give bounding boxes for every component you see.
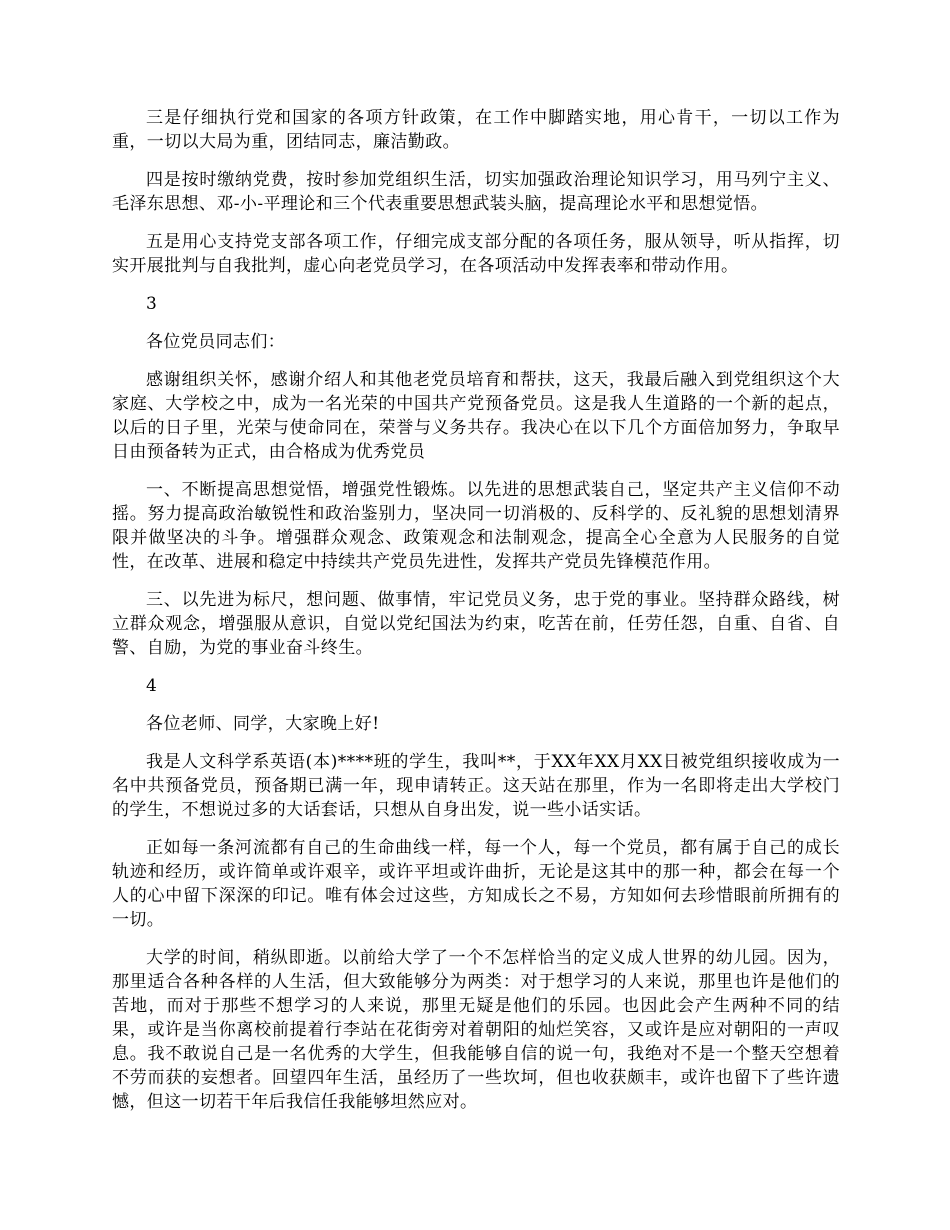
section-number-3: 3 (146, 294, 158, 314)
paragraph-point-three: 三是仔细执行党和国家的各项方针政策，在工作中脚踏实地，用心肯干，一切以工作为重，一切以大局为重，团结同志，廉洁勤政。 (112, 108, 840, 152)
salutation-teachers-students: 各位老师、同学，大家晚上好! (146, 714, 380, 734)
paragraph-item-one: 一、不断提高思想觉悟，增强党性锻炼。以先进的思想武装自己，坚定共产主义信仰不动摇。努力提高政治敏锐性和政治鉴别力，坚决同一切消极的、反科学的、反礼貌的思想划清界限并做坚决的斗争。增强群众观念、政策观念和法制观念，提高全心全意为人民服务的自觉性，在改革、进展和稳定中持续共产党员先进性，发挥共产党员先锋模范作用。 (112, 480, 840, 572)
salutation-party-members: 各位党员同志们： (146, 332, 286, 352)
paragraph-growth: 正如每一条河流都有自己的生命曲线一样，每一个人，每一个党员，都有属于自己的成长轨迹和经历，或许简单或许艰辛，或许平坦或许曲折，无论是这其中的那一种，都会在每一个人的心中留下深深的印记。唯有体会过这些，方知成长之不易，方知如何去珍惜眼前所拥有的一切。 (112, 838, 840, 930)
paragraph-item-three: 三、以先进为标尺，想问题、做事情，牢记党员义务，忠于党的事业。坚持群众路线，树立群众观念，增强服从意识，自觉以党纪国法为约束，吃苦在前，任劳任怨，自重、自省、自警、自励，为党的事业奋斗终生。 (112, 590, 840, 658)
paragraph-point-four: 四是按时缴纳党费，按时参加党组织生活，切实加强政治理论知识学习，用马列宁主义、毛泽东思想、邓-小-平理论和三个代表重要思想武装头脑，提高理论水平和思想觉悟。 (112, 170, 840, 214)
paragraph-point-five: 五是用心支持党支部各项工作，仔细完成支部分配的各项任务，服从领导，听从指挥，切实开展批判与自我批判，虚心向老党员学习，在各项活动中发挥表率和带动作用。 (112, 232, 840, 276)
section-number-4: 4 (146, 676, 158, 696)
document-page (112, 106, 840, 1128)
paragraph-self-introduction: 我是人文科学系英语(本)****班的学生，我叫**，于XX年XX月XX日被党组织接收成为一名中共预备党员，预备期已满一年，现申请转正。这天站在那里，作为一名即将走出大学校门的学生，不想说过多的大话套话，只想从自身出发，说一些小话实话。 (112, 752, 840, 820)
paragraph-gratitude: 感谢组织关怀，感谢介绍人和其他老党员培育和帮扶，这天，我最后融入到党组织这个大家庭、大学校之中，成为一名光荣的中国共产党预备党员。这是我人生道路的一个新的起点，以后的日子里，光荣与使命同在，荣誉与义务共存。我决心在以下几个方面倍加努力，争取早日由预备转为正式，由合格成为优秀党员 (112, 370, 840, 462)
paragraph-university-life: 大学的时间，稍纵即逝。以前给大学了一个不怎样恰当的定义成人世界的幼儿园。因为，那里适合各种各样的人生活，但大致能够分为两类：对于想学习的人来说，那里也许是他们的苦地，而对于那些不想学习的人来说，那里无疑是他们的乐园。也因此会产生两种不同的结果，或许是当你离校前提着行李站在花街旁对着朝阳的灿烂笑容，又或许是应对朝阳的一声叹息。我不敢说自己是一名优秀的大学生，但我能够自信的说一句，我绝对不是一个整天空想着不劳而获的妄想者。回望四年生活，虽经历了一些坎坷，但也收获颇丰，或许也留下了些许遗憾，但这一切若干年后我信任我能够坦然应对。 (112, 948, 840, 1112)
